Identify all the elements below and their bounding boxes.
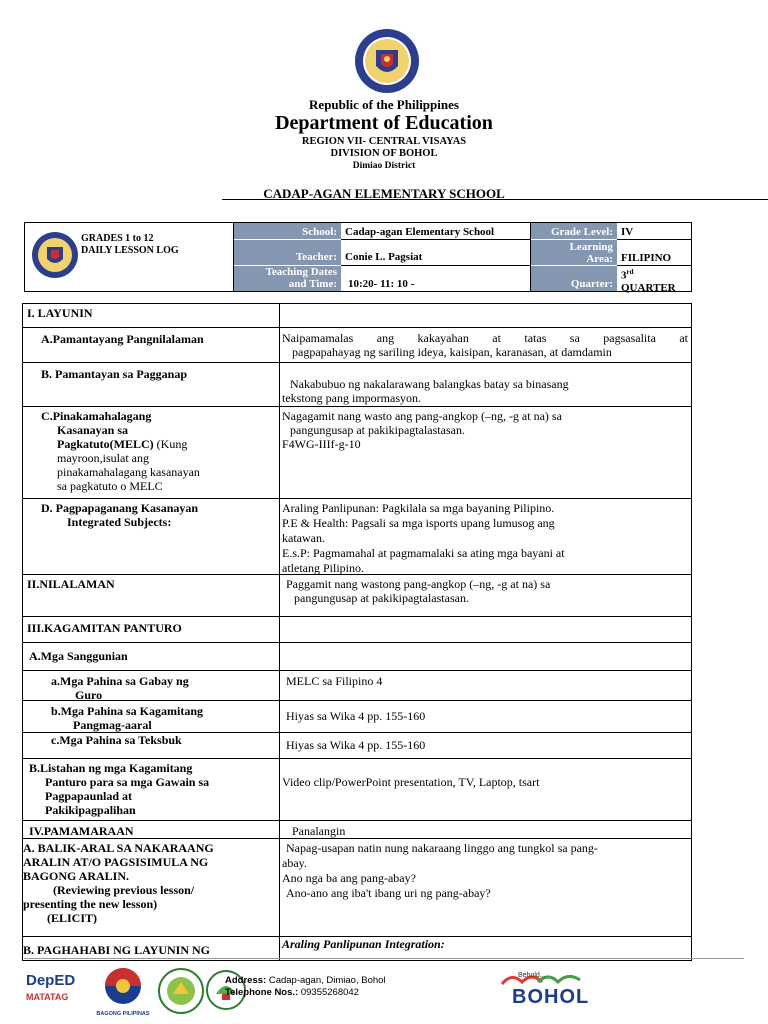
learning-area-label <box>531 240 617 266</box>
balik-aral-label-3: BAGONG ARALIN. <box>23 869 130 883</box>
table-row <box>22 407 692 499</box>
row-content <box>280 304 691 327</box>
teaching-dates-value: 10:20- 11: 10 - <box>341 266 531 291</box>
division-line: DIVISION OF BOHOL <box>330 148 438 159</box>
quarter-value <box>617 266 691 294</box>
melc-label-5: pinakamahalagang kasanayan <box>57 465 200 479</box>
daily-log-text: DAILY LESSON LOG <box>81 245 179 256</box>
r12-text: Video clip/PowerPoint presentation, TV, Laptop, tsart <box>282 775 540 789</box>
balik-aral-label-1: A. BALIK-ARAL SA NAKARAANG <box>23 841 214 855</box>
footer-address <box>225 975 386 999</box>
learning-area-label-1: Learning <box>569 241 613 253</box>
kagamitan-heading: III.KAGAMITAN PANTURO <box>27 621 182 635</box>
melc-label-2: Kasanayan sa <box>57 423 129 437</box>
balik-aral-label-6: (ELICIT) <box>47 911 98 925</box>
row-content <box>280 617 691 642</box>
address-value: Cadap-agan, Dimiao, Bohol <box>266 975 386 986</box>
deped-logo-text: DepED <box>26 972 76 989</box>
r4-text-2: pangungusap at pakikipagtalastasan. <box>290 423 465 437</box>
table-row <box>22 733 692 759</box>
r11-text: Hiyas sa Wika 4 pp. 155-160 <box>286 738 426 752</box>
melc-label-1: C.Pinakamahalagang <box>41 409 152 423</box>
nilalaman-heading: II.NILALAMAN <box>27 577 115 591</box>
row-label <box>23 671 280 700</box>
grade-level-label: Grade Level: <box>531 223 617 240</box>
r15-text: Araling Panlipunan Integration: <box>282 937 445 951</box>
r14-text-2: abay. <box>282 856 307 870</box>
r14-text-3: Ano nga ba ang pang-abay? <box>282 871 416 885</box>
sanggunian-label: A.Mga Sanggunian <box>29 649 128 663</box>
lesson-log-header <box>24 222 692 292</box>
listahan-label-1: B.Listahan ng mga Kagamitang <box>29 761 193 775</box>
r14-text-4: Ano-ano ang iba't ibang uri ng pang-abay? <box>286 886 491 900</box>
r3-text-2: tekstong pang impormasyon. <box>282 391 421 405</box>
district-line: Dimiao District <box>352 161 416 171</box>
teacher-label: Teacher: <box>234 240 341 266</box>
melc-label-3-line <box>57 437 279 451</box>
r5-text-2: P.E & Health: Pagsali sa mga isports upang lumusog ang <box>282 516 555 530</box>
balik-aral-label-2: ARALIN AT/O PAGSISIMULA NG <box>23 855 209 869</box>
row-content <box>280 643 691 670</box>
r9-text: MELC sa Filipino 4 <box>286 674 383 688</box>
row-content <box>280 671 691 700</box>
row-label <box>23 328 280 362</box>
deped-matatag-logo <box>26 972 88 1016</box>
bagong-pilipinas-logo <box>92 966 154 1018</box>
school-seal-icon <box>158 968 204 1014</box>
row-content <box>280 821 691 838</box>
deped-seal-icon <box>354 28 420 94</box>
behold-bohol-logo <box>498 970 594 1014</box>
quarter-number: 3 <box>621 269 627 282</box>
title-underline <box>222 199 768 200</box>
row-label <box>23 617 280 642</box>
behold-text: Behold... <box>518 972 546 979</box>
r6-text-2: pangungusap at pakikipagtalastasan. <box>294 591 469 605</box>
table-row <box>22 759 692 821</box>
row-label <box>23 733 280 758</box>
integration-label-1: D. Pagpapaganang Kasanayan <box>41 501 199 515</box>
row-content <box>280 937 691 960</box>
school-value: Cadap-agan Elementary School <box>341 223 531 240</box>
row-content <box>280 701 691 732</box>
department-title: Department of Education <box>275 112 493 134</box>
learning-area-value: FILIPINO <box>617 240 691 266</box>
table-row <box>22 328 692 363</box>
layunin-heading: I. LAYUNIN <box>27 306 93 320</box>
r13-text: Panalangin <box>292 824 346 838</box>
row-label <box>23 575 280 616</box>
r6-text-1: Paggamit nang wastong pang-angkop (–ng, -g at na) sa <box>286 577 551 591</box>
bohol-wave-icon <box>498 970 594 986</box>
pamantayan-sa-pagganap-label: B. Pamantayan sa Pagganap <box>41 367 188 381</box>
table-row <box>22 643 692 671</box>
melc-label-3: Pagkatuto(MELC) <box>57 437 154 451</box>
footer-divider <box>24 958 744 959</box>
school-label: School: <box>234 223 341 240</box>
phone-label: Telephone Nos.: <box>225 987 299 998</box>
row-label <box>23 363 280 406</box>
row-content <box>280 733 691 758</box>
paghahabi-label: B. PAGHAHABI NG LAYUNIN NG <box>23 943 211 957</box>
integration-label-2: Integrated Subjects: <box>67 515 172 529</box>
balik-aral-label-4: (Reviewing previous lesson/ <box>53 883 195 897</box>
row-label <box>23 499 280 574</box>
teaching-dates-label-2: and Time: <box>288 278 337 290</box>
r5-text-1: Araling Panlipunan: Pagkilala sa mga bayaning Pilipino. <box>282 501 555 515</box>
row-content <box>280 328 691 362</box>
bagong-pilipinas-icon <box>92 966 154 1006</box>
table-row <box>22 839 692 937</box>
teacher-value: Conie L. Pagsiat <box>341 240 531 266</box>
listahan-label-3: Pagpapaunlad at <box>45 789 133 803</box>
r4-text-1: Nagagamit nang wasto ang pang-angkop (–ng, -g at na) sa <box>282 409 562 423</box>
row-label <box>23 759 280 820</box>
bohol-text: BOHOL <box>512 986 590 1008</box>
table-row <box>22 363 692 407</box>
table-row <box>22 671 692 701</box>
melc-label-4: mayroon,isulat ang <box>57 451 149 465</box>
row-content <box>280 499 691 574</box>
kagamitang-label-1: b.Mga Pahina sa Kagamitang <box>51 704 204 718</box>
row-label <box>23 407 280 498</box>
row-label <box>23 701 280 732</box>
balik-aral-label-5: presenting the new lesson) <box>23 897 158 911</box>
row-label <box>23 643 280 670</box>
phone-value: 09355268042 <box>298 987 359 998</box>
r3-text-1: Nakabubuo ng nakalarawang balangkas batay sa binasang <box>290 377 569 391</box>
table-row <box>22 499 692 575</box>
r2-text-2: pagpapahayag ng sariling ideya, kaisipan, karanasan, at damdamin <box>292 345 612 359</box>
grades-label <box>81 233 179 257</box>
bagong-pilipinas-text: BAGONG PILIPINAS <box>96 1011 150 1017</box>
deped-mini-seal-icon <box>31 231 79 279</box>
listahan-label-4: Pakikipagpalihan <box>45 803 136 817</box>
table-row <box>22 575 692 617</box>
row-label <box>23 304 280 327</box>
row-label <box>23 821 280 838</box>
gabay-label-1: a.Mga Pahina sa Gabay ng <box>51 674 189 688</box>
r10-text: Hiyas sa Wika 4 pp. 155-160 <box>286 709 426 723</box>
row-label <box>23 937 280 960</box>
r5-text-4: E.s.P: Pagmamahal at pagmamalaki sa ating mga bayani at <box>282 546 565 560</box>
row-content <box>280 575 691 616</box>
teaching-dates-label-1: Teaching Dates <box>265 266 337 278</box>
kagamitang-label-2: Pangmag-aaral <box>73 718 152 732</box>
table-row <box>22 821 692 839</box>
melc-label-6: sa pagkatuto o MELC <box>57 479 163 493</box>
matatag-logo-text: MATATAG <box>26 992 69 1002</box>
table-row <box>22 303 692 328</box>
row-content <box>280 759 691 820</box>
r2-text-1: Naipamamalas ang kakayahan at tatas sa pagsasalita at <box>282 331 688 345</box>
table-row <box>22 617 692 643</box>
region-line: REGION VII- CENTRAL VISAYAS <box>301 136 467 147</box>
melc-label-3b: (Kung <box>153 437 188 451</box>
teaching-dates-label <box>234 266 341 291</box>
school-title: CADAP-AGAN ELEMENTARY SCHOOL <box>263 186 505 201</box>
r5-text-5: atletang Pilipino. <box>282 561 364 575</box>
row-label <box>23 839 280 936</box>
region-block <box>0 136 768 172</box>
r5-text-3: katawan. <box>282 531 325 545</box>
row-content <box>280 363 691 406</box>
gabay-label-2: Guro <box>75 688 103 702</box>
quarter-label: Quarter: <box>531 266 617 291</box>
quarter-suffix: rd <box>626 268 634 276</box>
header-logo-cell <box>25 223 234 291</box>
r4-text-3: F4WG-IIIf-g-10 <box>282 437 361 451</box>
grade-level-value: IV <box>617 223 691 240</box>
r14-text-1: Napag-usapan natin nung nakaraang linggo ang tungkol sa pang- <box>286 841 598 855</box>
republic-line: Republic of the Philippines <box>309 97 459 112</box>
teksbuk-label: c.Mga Pahina sa Teksbuk <box>51 733 182 747</box>
learning-area-label-2: Area: <box>586 253 613 265</box>
row-content <box>280 407 691 498</box>
pamantayang-pangnilalaman-label: A.Pamantayang Pangnilalaman <box>41 332 204 346</box>
row-content <box>280 839 691 936</box>
address-label: Address: <box>225 975 267 986</box>
grades-text: GRADES 1 to 12 <box>81 233 154 244</box>
quarter-text: QUARTER <box>621 281 676 294</box>
table-row <box>22 701 692 733</box>
listahan-label-2: Panturo para sa mga Gawain sa <box>45 775 210 789</box>
pamamaraan-heading: IV.PAMAMARAAN <box>29 824 134 838</box>
